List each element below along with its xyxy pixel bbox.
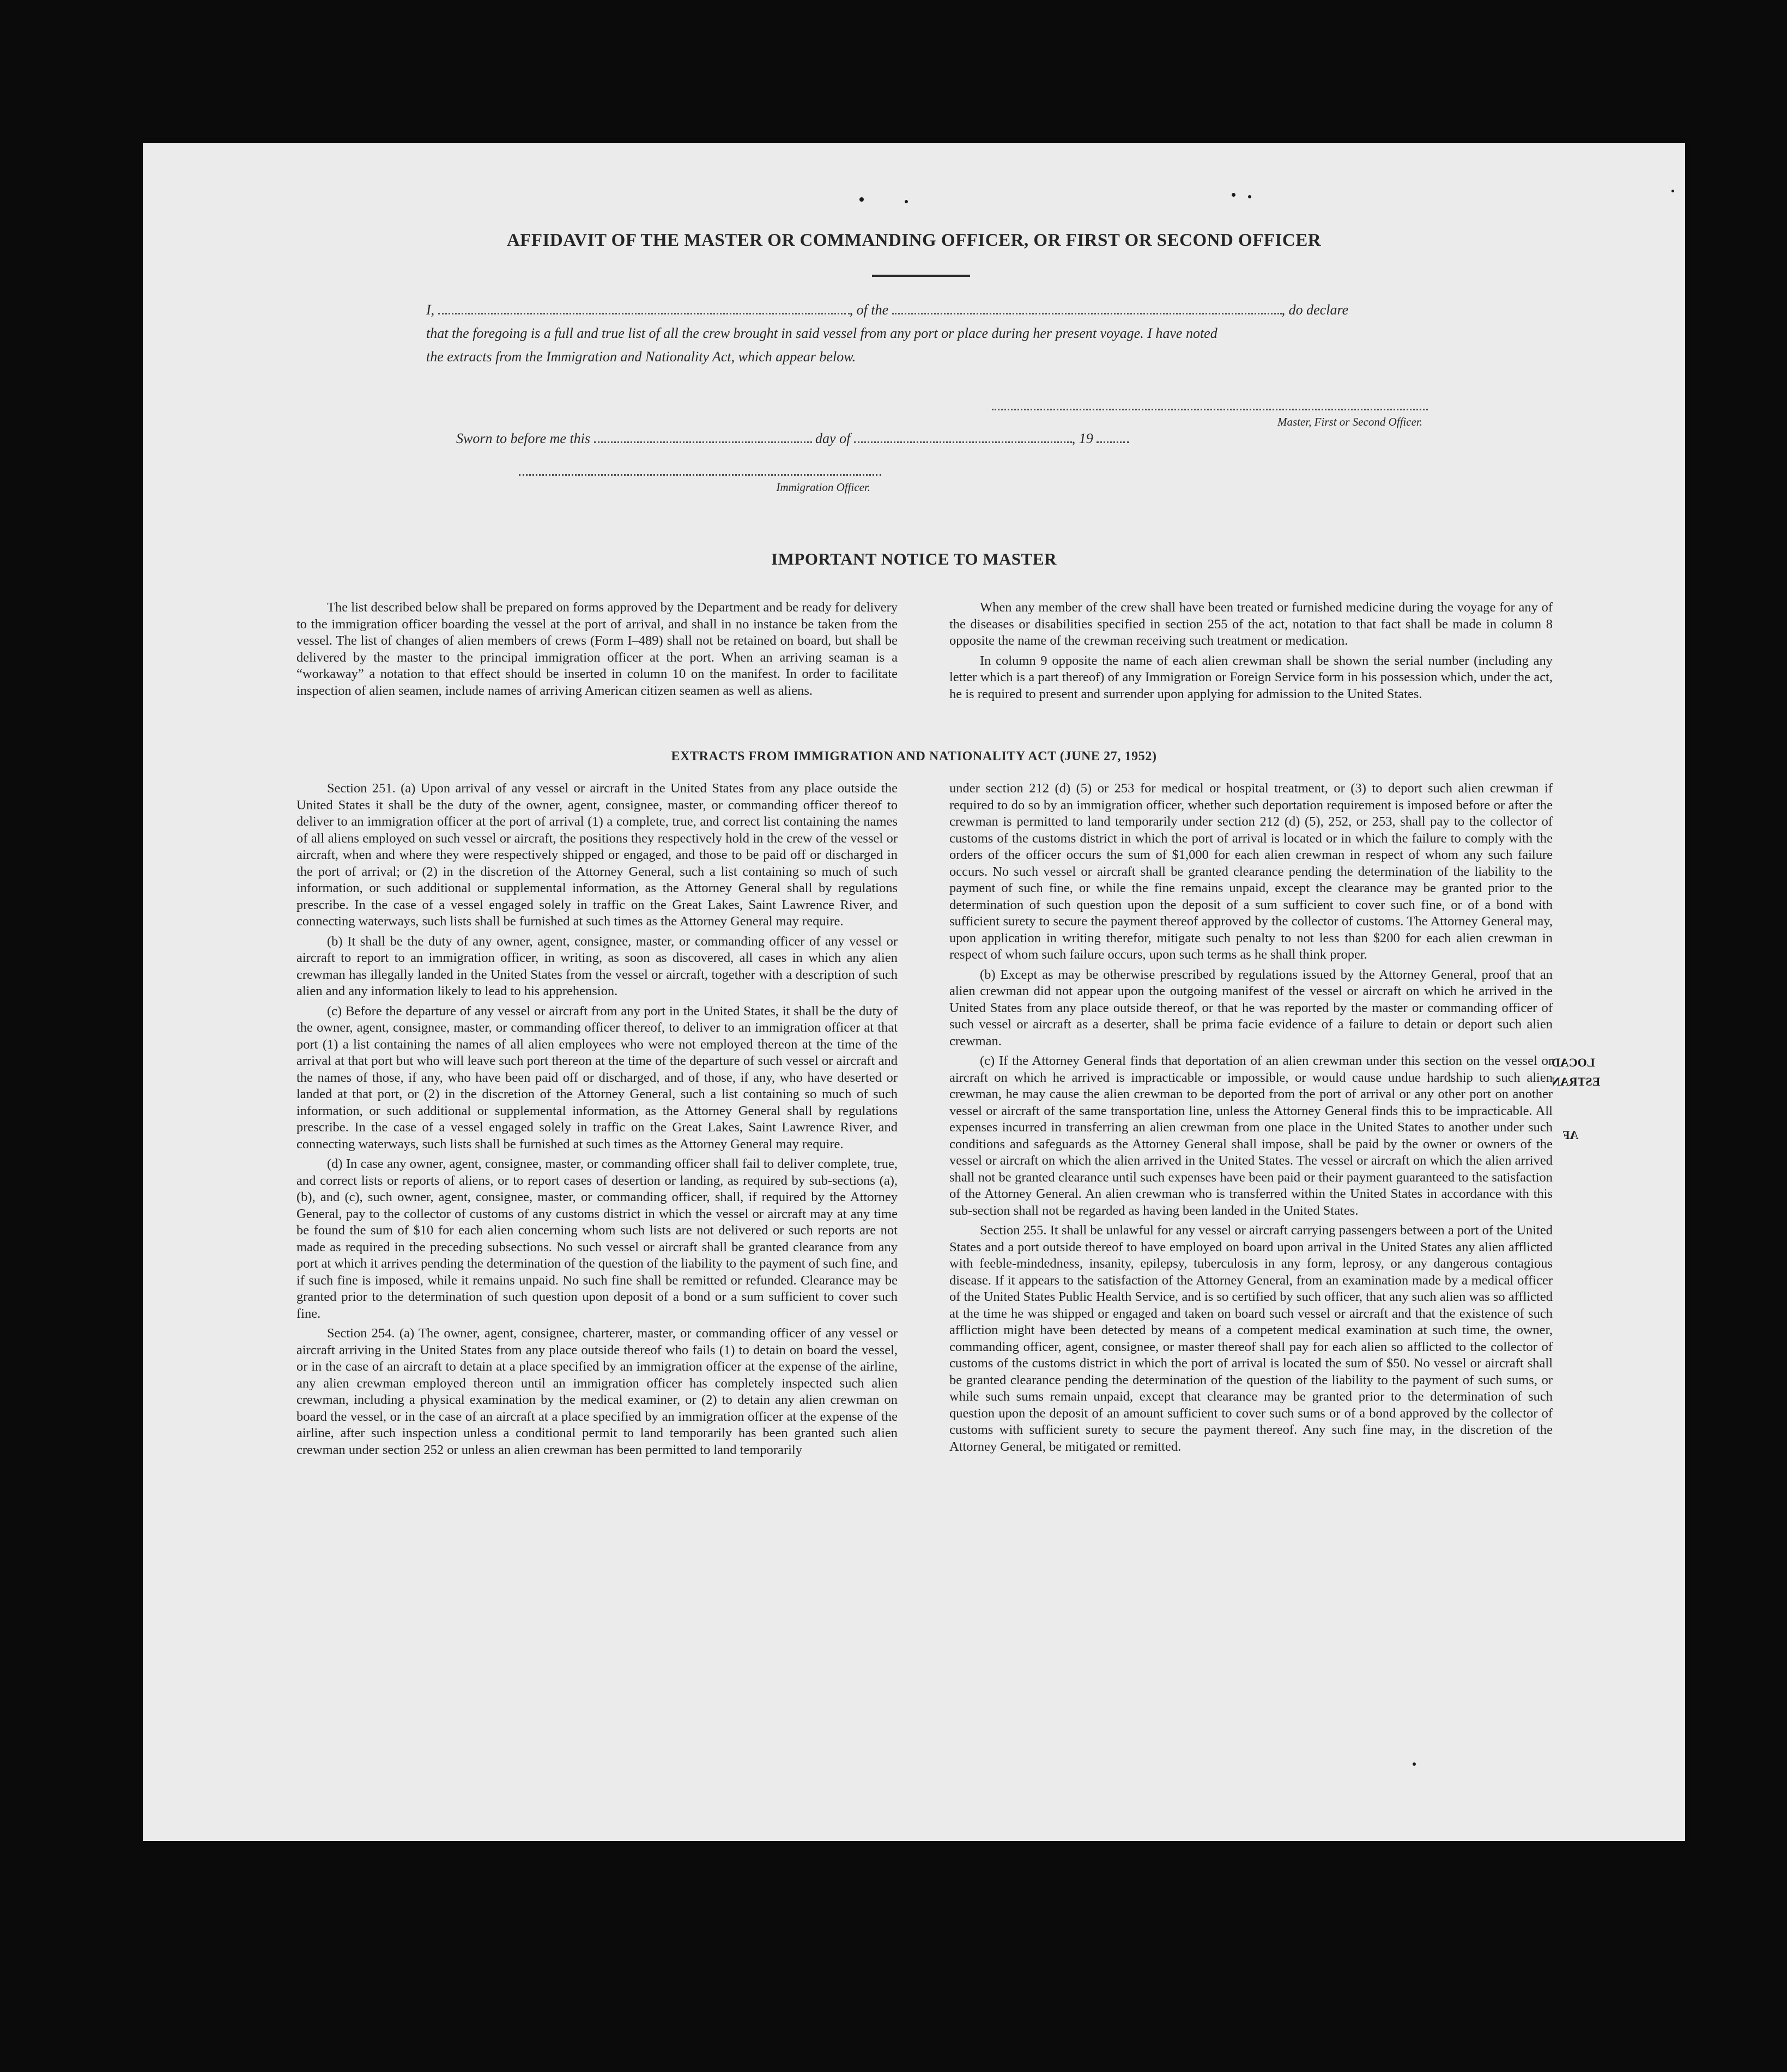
section-251-b: (b) It shall be the duty of any owner, agent, consignee, master, or commanding officer of any vessel or aircraft to report to an immigration officer, in writing, as soon as discovered, all cases in which any alien crewman has illegally landed in the United States from the vessel or aircraft, together with a description of such alien and any information likely to lead to his apprehension. <box>296 934 898 998</box>
extracts-title: EXTRACTS FROM IMMIGRATION AND NATIONALITY ACT (JUNE 27, 1952) <box>671 749 1157 764</box>
notice-left-paragraph: The list described below shall be prepared on forms approved by the Department and be ready for delivery to the immigration officer boarding the vessel at the port of arrival, and shall in no instance be taken from the vessel. The list of changes of alien members of crews (Form I–489) shall not be retained on board, but shall be delivered by the master to the principal immigration officer at the port. When an arriving seaman is a “workaway” a notation to that effect should be inserted in column 10 on the manifest. In order to facilitate inspection of alien seamen, include names of arriving American citizen seamen as well as aliens. <box>296 600 898 698</box>
notice-left-column <box>296 599 898 702</box>
declaration-do-declare: , do declare <box>1281 302 1349 318</box>
sworn-before: Sworn to before me this <box>456 431 591 446</box>
section-251-c: (c) Before the departure of any vessel or aircraft from any port in the United States, it shall be the duty of the owner, agent, consignee, master, or commanding officer thereof, to deliver to an immigration officer at that port (1) a list containing the names of all alien employees who were not employed thereon at the time of the arrival at that port but who will leave such port thereon at the time of the departure of such vessel or aircraft and the names of those, if any, who have been paid off or discharged, and of those, if any, who have deserted or landed at that port, or (2) in the discretion of the Attorney General, such a list containing so much of such information, or such additional or supplemental information, as the Attorney General shall by regulations prescribe. In the case of a vessel engaged solely in traffic on the Great Lakes, Saint Lawrence River, and connecting waterways, such lists shall be furnished at such times as the Attorney General may require. <box>296 1003 898 1152</box>
master-signature-line[interactable] <box>992 409 1428 410</box>
title-rule <box>872 275 970 277</box>
sworn-month-blank[interactable] <box>854 432 1072 443</box>
extracts-right-column <box>949 780 1553 1458</box>
officer-signature-line[interactable] <box>519 474 881 476</box>
speck <box>905 200 908 203</box>
sworn-year-blank[interactable] <box>1097 432 1129 443</box>
bleed-mark-3: AF <box>1562 1128 1579 1142</box>
declaration-line-2: that the foregoing is a full and true list of all the crew brought in said vessel from any port or place during her present voyage. I have noted <box>426 325 1217 341</box>
extracts-left-column <box>296 780 898 1462</box>
speck <box>1413 1762 1416 1766</box>
bleed-mark-1: LOCAD <box>1552 1056 1595 1069</box>
master-signature-label: Master, First or Second Officer. <box>1277 415 1422 428</box>
vessel-blank[interactable] <box>892 303 1282 314</box>
declaration-of-the: , of the <box>849 302 889 318</box>
section-255: Section 255. It shall be unlawful for any vessel or aircraft carrying passengers between a port of the United States and a port outside thereof to have employed on board upon arrival in the United States any alien afflicted with feeble-mindedness, insanity, epilepsy, tuberculosis in any form, leprosy, or any dangerous contagious disease. If it appears to the satisfaction of the Attorney General, from an examination made by a medical officer of the United States Public Health Service, and is so certified by such officer, that any such alien was so afflicted at the time he was shipped or engaged and taken on board such vessel or aircraft and that the existence of such affliction might have been detected by means of a competent medical examination at such time, the owner, commanding officer, agent, consignee, or master thereof shall pay for each alien so afflicted to the collector of customs of the customs district in which the port of arrival is located the sum of $50. No vessel or aircraft shall be granted clearance pending the determination of the question of the liability to the payment of such sums, or while such sums remain unpaid, except that clearance may be granted prior to the determination of such question upon the deposit of an amount sufficient to cover such sums or of a bond approved by the collector of customs with sufficient surety to secure the payment thereof. Any such fine may, in the discretion of the Attorney General, be mitigated or remitted. <box>949 1223 1553 1454</box>
officer-signature-label: Immigration Officer. <box>776 481 870 494</box>
name-blank[interactable] <box>438 303 850 314</box>
declaration-i: I, <box>426 302 435 318</box>
section-251-a: Section 251. (a) Upon arrival of any vessel or aircraft in the United States from any place outside the United States it shall be the duty of the owner, agent, consignee, master, or commanding officer thereof to deliver to an immigration officer at the port of arrival (1) a complete, true, and correct list containing the names of all aliens employed on such vessel or aircraft, the positions they respectively hold in the crew of the vessel or aircraft, when and where they were respectively shipped or engaged, and those to be paid off or discharged in the port of arrival; or (2) in the discretion of the Attorney General, such a list containing so much of such information, or such additional or supplemental information, as the Attorney General shall by regulations prescribe. In the case of a vessel engaged solely in traffic on the Great Lakes, Saint Lawrence River, and connecting waterways, such lists shall be furnished at such times as the Attorney General may require. <box>296 781 898 929</box>
notice-right-paragraph-2: In column 9 opposite the name of each alien crewman shall be shown the serial number (including any letter which is a part thereof) of any Immigration or Foreign Service form in his possession which, under the act, he is required to present and surrender upon applying for admission to the United States. <box>949 653 1553 701</box>
section-254-a: Section 254. (a) The owner, agent, consignee, charterer, master, or commanding officer of any vessel or aircraft arriving in the United States from any place outside thereof who fails (1) to detain on board the vessel, or in the case of an aircraft to detain at a place specified by an immigration officer at the expense of the airline, any alien crewman employed thereon until an immigration officer has completely inspected such alien crewman, including a physical examination by the medical examiner, or (2) to detain any alien crewman on board the vessel, or in the case of an aircraft at a place specified by an immigration officer at the expense of the airline, after such inspection unless a conditional permit to land temporarily has been granted such alien crewman under section 252 or unless an alien crewman has been permitted to land temporarily <box>296 1326 898 1457</box>
sworn-day-blank[interactable] <box>594 432 812 443</box>
speck <box>1671 190 1674 192</box>
document-page <box>143 143 1685 1841</box>
declaration-line-1 <box>426 302 1418 318</box>
sworn-line <box>456 431 1448 447</box>
section-254-b: (b) Except as may be otherwise prescribed by regulations issued by the Attorney General, proof that an alien crewman did not appear upon the outgoing manifest of the vessel or aircraft on which he arrived in the United States from any place outside thereof, or that he was reported by the master or commanding officer of such vessel or aircraft as a deserter, shall be prima facie evidence of a failure to detain or deport such alien crewman. <box>949 967 1553 1049</box>
speck <box>1232 193 1235 197</box>
speck <box>859 197 864 202</box>
notice-title: IMPORTANT NOTICE TO MASTER <box>771 549 1057 568</box>
section-251-d: (d) In case any owner, agent, consignee, master, or commanding officer shall fail to deliver complete, true, and correct lists or reports of aliens, or to report cases of desertion or landing, as required by sub-sections (a), (b), and (c), such owner, agent, consignee, master, or commanding officer, shall, if required by the Attorney General, pay to the collector of customs of any customs district in which the vessel or aircraft may at any time be found the sum of $10 for each alien concerning whom such lists are not delivered or such reports are not made as required in the preceding subsections. No such vessel or aircraft shall be granted clearance from any port at which it arrives pending the determination of the question of the liability to the payment of such fine, and if such fine is imposed, while it remains unpaid. No such fine shall be remitted or refunded. Clearance may be granted prior to the determination of such question upon deposit of a bond or a sum sufficient to cover such fine. <box>296 1156 898 1321</box>
speck <box>1248 195 1251 198</box>
affidavit-title: AFFIDAVIT OF THE MASTER OR COMMANDING OFFICER, OR FIRST OR SECOND OFFICER <box>506 231 1322 250</box>
notice-right-column <box>949 599 1553 706</box>
declaration-line-3: the extracts from the Immigration and Nationality Act, which appear below. <box>426 349 856 365</box>
section-254-a-continued: under section 212 (d) (5) or 253 for medical or hospital treatment, or (3) to deport such alien crewman if required to do so by an immigration officer, whether such deportation requirement is imposed before or after the crewman is permitted to land temporarily under section 212 (d) (5), 252, or 253, shall pay to the collector of customs of the customs district in which the port of arrival is located or in which the failure to comply with the orders of the officer occurs the sum of $1,000 for each alien crewman in respect of whom any such failure occurs. No such vessel or aircraft shall be granted clearance pending the determination of the liability to the payment of such fine, or while the fine remains unpaid, except the clearance may be granted prior to the determination of such question upon the deposit of a sum sufficient to cover such fine, or of a bond with sufficient surety to secure the payment thereof approved by the collector of customs. The Attorney General may, upon application in writing therefor, mitigate such penalty to not less than $200 for each alien crewman in respect of whom such failure occurs, upon such terms as he shall think proper. <box>949 781 1553 962</box>
section-254-c: (c) If the Attorney General finds that deportation of an alien crewman under this section on the vessel or aircraft on which he arrived is impracticable or impossible, or would cause undue hardship to such alien crewman, he may cause the alien crewman to be deported from the port of arrival or any other port on another vessel or aircraft of the same transportation line, unless the Attorney General finds this to be impracticable. All expenses incurred in transferring an alien crewman from one place in the United States to another under such conditions and safeguards as the Attorney General shall impose, shall be paid by the owner or owners of the vessel or aircraft on which the alien arrived in the United States. The vessel or aircraft on which the alien arrived shall not be granted clearance until such expenses have been paid or their payment guaranteed to the satisfaction of the Attorney General. An alien crewman who is transferred within the United States in accordance with this sub-section shall not be regarded as having been landed in the United States. <box>949 1053 1553 1218</box>
bleed-mark-2: ESTRAN <box>1552 1075 1601 1088</box>
sworn-year-prefix: , 19 <box>1071 431 1093 446</box>
sworn-day-of: day of <box>815 431 851 446</box>
notice-right-paragraph-1: When any member of the crew shall have been treated or furnished medicine during the voyage for any of the diseases or disabilities specified in section 255 of the act, notation to that fact shall be made in column 8 opposite the name of the crewman receiving such treatment or medication. <box>949 600 1553 648</box>
